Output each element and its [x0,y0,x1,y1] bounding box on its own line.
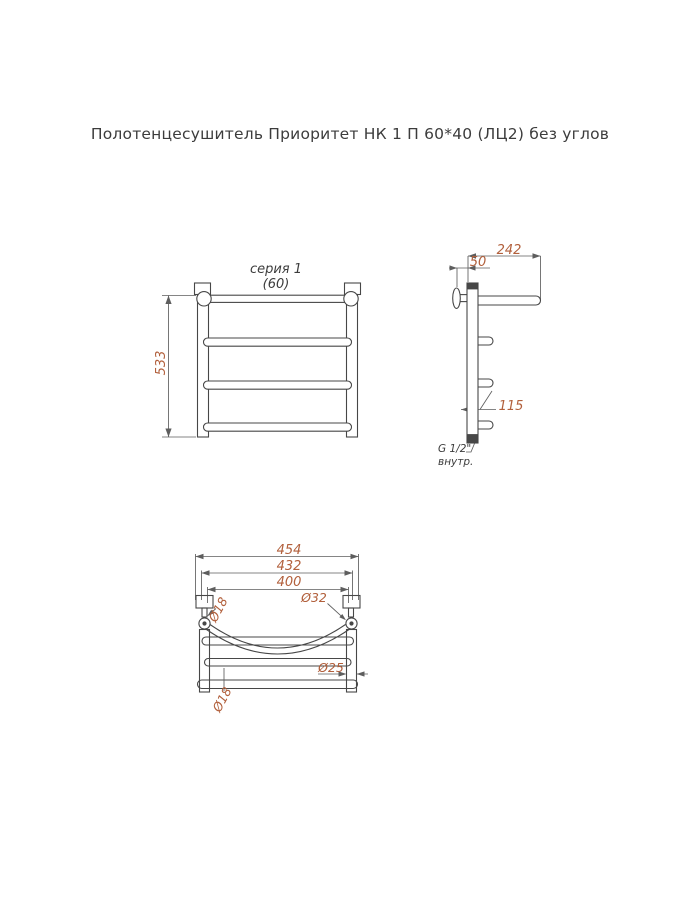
side-rail-bottom-cap [467,435,478,444]
shelf-arc-inner [207,630,350,655]
rung-1 [204,338,352,346]
side-view-drawing [449,253,541,452]
shelf-bar-side [472,296,541,305]
side-dim-lines [449,256,541,410]
dim-wall-offset-50: 50 [469,255,487,270]
dim-height-533: 533 [154,350,169,376]
size-label: (60) [262,277,290,292]
dim-rail-diameter-25: Ø25 [318,660,344,675]
dim-rung-diameter-18: Ø18 [209,684,235,715]
dim-stem-diameter-18: Ø18 [205,594,231,625]
rung-3 [204,423,352,431]
left-rail [198,295,209,438]
thread-note-line1: G 1/2" [438,443,472,455]
side-rail-top-cap [467,283,478,289]
dim-mid-width-432: 432 [276,559,302,574]
dim-riser-diameter-32: Ø32 [301,590,327,605]
left-collector-boss [197,292,211,306]
series-label: серия 1 [249,262,303,277]
right-bracket-stem-plan [349,608,354,617]
wall-bracket-flange [453,288,461,308]
top-bar [204,295,351,302]
dim-depth-242: 242 [496,243,522,258]
right-riser-center [350,622,353,625]
right-rail [347,295,358,438]
dim-lower-depth-115: 115 [498,399,524,414]
dim-inner-width-400: 400 [276,575,302,590]
riser-d-leader [328,604,342,616]
rung-2 [204,381,352,389]
side-rail [467,283,478,443]
side-dim-arrows [450,253,541,412]
right-collector-boss [344,292,358,306]
right-bracket-plan [343,596,360,609]
front-view-drawing [162,283,361,437]
drawing-title: Полотенцесушитель Приоритет НК 1 П 60*40 (ЛЦ2) без углов [90,125,610,143]
dim-outer-width-454: 454 [276,543,302,558]
thread-note-line2: внутр. [438,456,474,468]
